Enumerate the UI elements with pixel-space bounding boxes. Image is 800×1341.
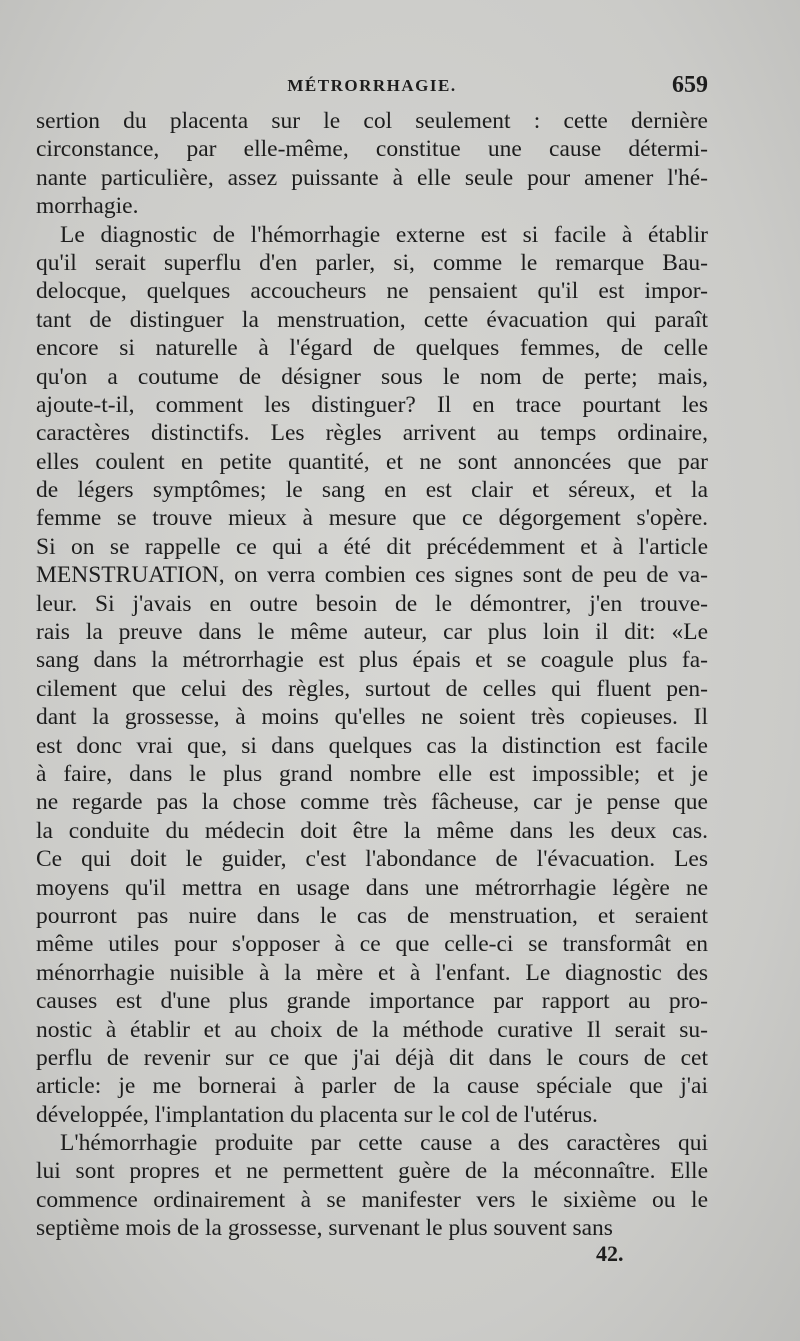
text-line: la conduite du médecin doit être la même dans les deux cas. [36,817,708,844]
text-line: caractères distinctifs. Les règles arrivent au temps ordinaire, [36,420,708,447]
text-line: Ce qui doit le guider, c'est l'abondance de l'évacuation. Les [36,846,708,873]
text-line: dant la grossesse, à moins qu'elles ne soient très copieuses. Il [36,704,708,731]
text-line: sertion du placenta sur le col seulement : cette dernière [36,108,708,134]
text-line: même utiles pour s'opposer à ce que celle-ci se transformât en [36,931,708,958]
text-line: Si on se rappelle ce qui a été dit précédemment et à l'article [36,533,708,560]
running-head: MÉTRORRHAGIE. [287,76,457,95]
page-number: 659 [672,72,708,98]
text-line: ne regarde pas la chose comme très fâcheuse, car je pense que [36,789,708,816]
text-line: est donc vrai que, si dans quelques cas la distinction est facile [36,732,708,759]
text-line: pourront pas nuire dans le cas de menstruation, et seraient [36,902,708,929]
text-line: encore si naturelle à l'égard de quelques femmes, de celle [36,335,708,362]
text-line: cilement que celui des règles, surtout de celles qui fluent pen- [36,675,708,702]
text-line: qu'on a coutume de désigner sous le nom de perte; mais, [36,363,708,390]
text-line: perflu de revenir sur ce que j'ai déjà dit dans le cours de cet [36,1044,708,1071]
text-line: delocque, quelques accoucheurs ne pensaient qu'il est impor- [36,278,708,305]
text-line: rais la preuve dans le même auteur, car plus loin il dit: «Le [36,619,708,646]
text-line: leur. Si j'avais en outre besoin de le démontrer, j'en trouve- [36,590,708,617]
paragraph [36,107,708,221]
body-text [36,107,708,1243]
page-header [36,72,708,106]
text-line: septième mois de la grossesse, survenant le plus souvent sans [36,1215,613,1242]
text-line: nostic à établir et au choix de la méthode curative Il serait su- [36,1016,708,1043]
text-line: développée, l'implantation du placenta sur le col de l'utérus. [36,1101,598,1128]
text-line: article: je me bornerai à parler de la cause spéciale que j'ai [36,1073,708,1100]
text-line: de légers symptômes; le sang en est clair et séreux, et la [36,477,708,504]
text-line: ajoute-t-il, comment les distinguer? Il en trace pourtant les [36,391,708,418]
signature-mark: 42. [596,1241,624,1266]
paragraph [36,1129,708,1243]
text-line: L'hémorrhagie produite par cette cause a des caractères qui [60,1130,708,1157]
text-line: morrhagie. [36,193,139,220]
text-line: qu'il serait superflu d'en parler, si, comme le remarque Bau- [36,249,708,276]
text-line: nante particulière, assez puissante à elle seule pour amener l'hé- [36,164,708,191]
text-line: tant de distinguer la menstruation, cette évacuation qui paraît [36,306,708,333]
text-line: circonstance, par elle-même, constitue une cause détermi- [36,136,708,163]
text-line: lui sont propres et ne permettent guère de la méconnaître. Elle [36,1158,708,1185]
text-line: à faire, dans le plus grand nombre elle est impossible; et je [36,760,708,787]
paragraph [36,221,708,1130]
text-line: elles coulent en petite quantité, et ne sont annoncées que par [36,448,708,475]
text-line: commence ordinairement à se manifester vers le sixième ou le [36,1186,708,1213]
text-line: Le diagnostic de l'hémorrhagie externe est si facile à établir [60,221,708,248]
text-line: moyens qu'il mettra en usage dans une métrorrhagie légère ne [36,874,708,901]
text-line: MENSTRUATION, on verra combien ces signes sont de peu de va- [36,562,708,589]
text-line: causes est d'une plus grande importance par rapport au pro- [36,988,708,1015]
text-line: ménorrhagie nuisible à la mère et à l'enfant. Le diagnostic des [36,959,708,986]
text-line: sang dans la métrorrhagie est plus épais et se coagule plus fa- [36,647,708,674]
text-line: femme se trouve mieux à mesure que ce dégorgement s'opère. [36,505,708,532]
